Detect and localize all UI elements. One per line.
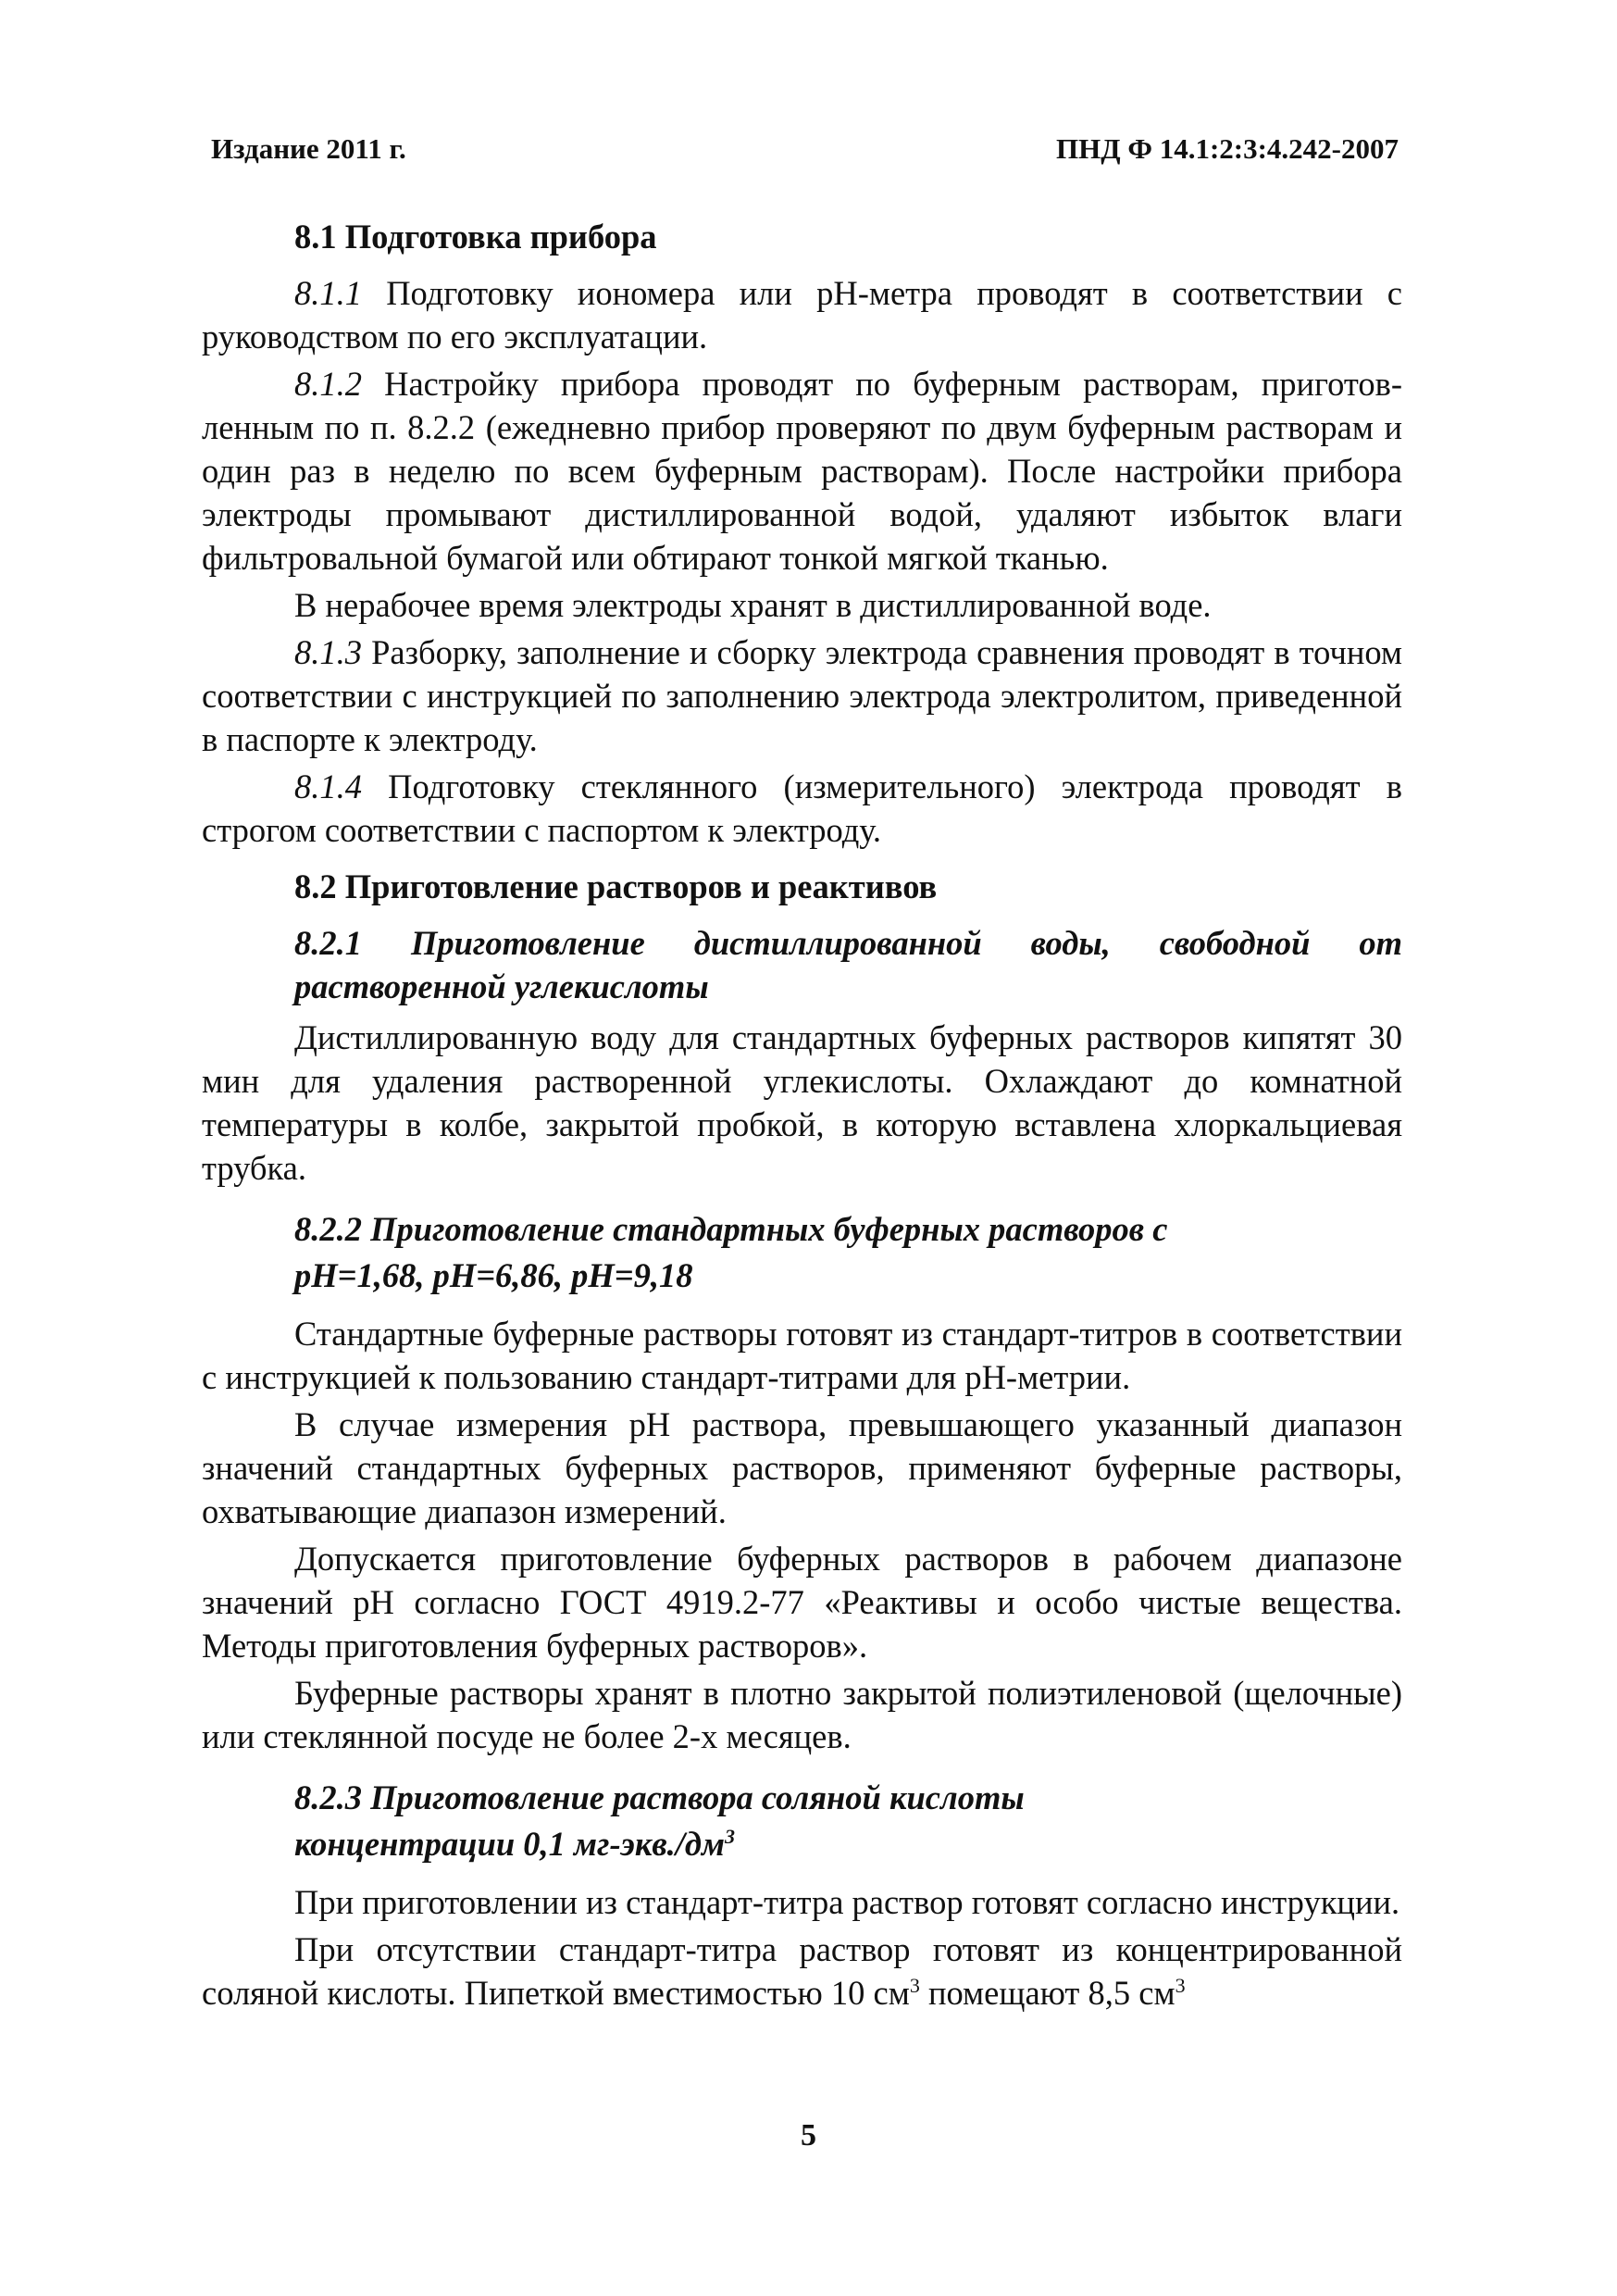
- page-content: [202, 215, 1402, 2018]
- paragraph-gost-reference: Допускается приготовление буферных растворов в рабочем диапазоне значений рН согласно ГОСТ 4919.2-77 «Реактивы и особо чистые вещества. Методы приготовления буферных растворов».: [202, 1540, 1402, 1665]
- paragraph-8-1-1: [202, 271, 1402, 358]
- heading-text: концентрации 0,1 мг-экв./дм: [294, 1825, 726, 1863]
- section-heading-8-1: 8.1 Подготовка прибора: [294, 218, 657, 256]
- superscript: 3: [725, 1824, 736, 1848]
- paragraph-text: При отсутствии стандарт-титра раствор готовят из концентрированной соляной кислоты. Пипеткой вместимостью 10 см: [202, 1930, 1402, 2012]
- paragraph-buffer-storage: Буферные растворы хранят в плотно закрытой полиэтиленовой (щелочные) или стеклянной посуде не более 2-х месяцев.: [202, 1674, 1402, 1755]
- paragraph-text: Подготовку стеклянного (измерительного) электрода проводят в строгом соответствии с паспортом к электроду.: [202, 767, 1402, 849]
- subsection-heading-8-2-2: [294, 1206, 1402, 1299]
- paragraph-storage: В нерабочее время электроды хранят в дистиллированной воде.: [294, 586, 1212, 624]
- paragraph-8-1-4: [202, 765, 1402, 852]
- paragraph-8-1-3: [202, 630, 1402, 761]
- clause-number: 8.1.2: [294, 365, 362, 403]
- paragraph-hcl-prep: [202, 1928, 1402, 2015]
- subsection-heading-line: 8.2.3 Приготовление раствора соляной кислоты: [294, 1778, 1025, 1816]
- subsection-heading-8-2-1: 8.2.1 Приготовление дистиллированной воды, свободной от растворенной углекислоты: [294, 924, 1402, 1005]
- subsection-heading-line: 8.2.2 Приготовление стандартных буферных растворов с: [294, 1210, 1168, 1248]
- paragraph-8-1-2: [202, 362, 1402, 580]
- clause-number: 8.1.1: [294, 274, 362, 312]
- paragraph-buffer-prep: Стандартные буферные растворы готовят из стандарт-титров в соответствии с инструкцией к пользованию стандарт-титрами для рН-метрии.: [202, 1315, 1402, 1396]
- paragraph-8-2-1: Дистиллированную воду для стандартных буферных растворов кипятят 30 мин для удаления растворенной углекислоты. Охлаждают до комнатной температуры в колбе, закрытой пробкой, в которую вставлена хлоркальциевая трубка.: [202, 1018, 1402, 1187]
- edition-label: Издание 2011 г.: [211, 132, 406, 165]
- clause-number: 8.1.4: [294, 767, 362, 805]
- subsection-heading-line: pH=1,68, pH=6,86, pH=9,18: [294, 1256, 693, 1294]
- paragraph-text: помещают 8,5 см: [919, 1974, 1175, 2012]
- paragraph-text: Настройку прибора проводят по буферным растворам, приготовленным по п. 8.2.2 (ежедневно прибор проверяют по двум буферным растворам и один раз в неделю по всем буферным растворам). После настройки прибора электроды промывают дистиллированной водой, удаляют избыток влаги фильтровальной бумагой или обтирают тонкой мягкой тканью.: [202, 365, 1402, 577]
- paragraph-text: Подготовку иономера или рН-метра проводят в соответствии с руководством по его эксплуатации.: [202, 274, 1402, 356]
- superscript: 3: [909, 1973, 920, 1997]
- paragraph-text: Разборку, заполнение и сборку электрода сравнения проводят в точном соответствии с инструкцией по заполнению электрода электролитом, приведенной в паспорте к электроду.: [202, 633, 1402, 758]
- clause-number: 8.1.3: [294, 633, 362, 671]
- paragraph-ph-range: В случае измерения рН раствора, превышающего указанный диапазон значений стандартных буферных растворов, применяют буферные растворы, охватывающие диапазон измерений.: [202, 1405, 1402, 1530]
- subsection-heading-8-2-3: [294, 1775, 1402, 1867]
- page-number: 5: [801, 2118, 816, 2152]
- section-heading-8-2: 8.2 Приготовление растворов и реактивов: [294, 867, 938, 905]
- subsection-heading-line: [294, 1821, 1402, 1867]
- document-code: ПНД Ф 14.1:2:3:4.242-2007: [1056, 132, 1399, 165]
- superscript: 3: [1175, 1973, 1186, 1997]
- paragraph-standard-titer: При приготовлении из стандарт-титра раствор готовят согласно инструкции.: [294, 1883, 1400, 1921]
